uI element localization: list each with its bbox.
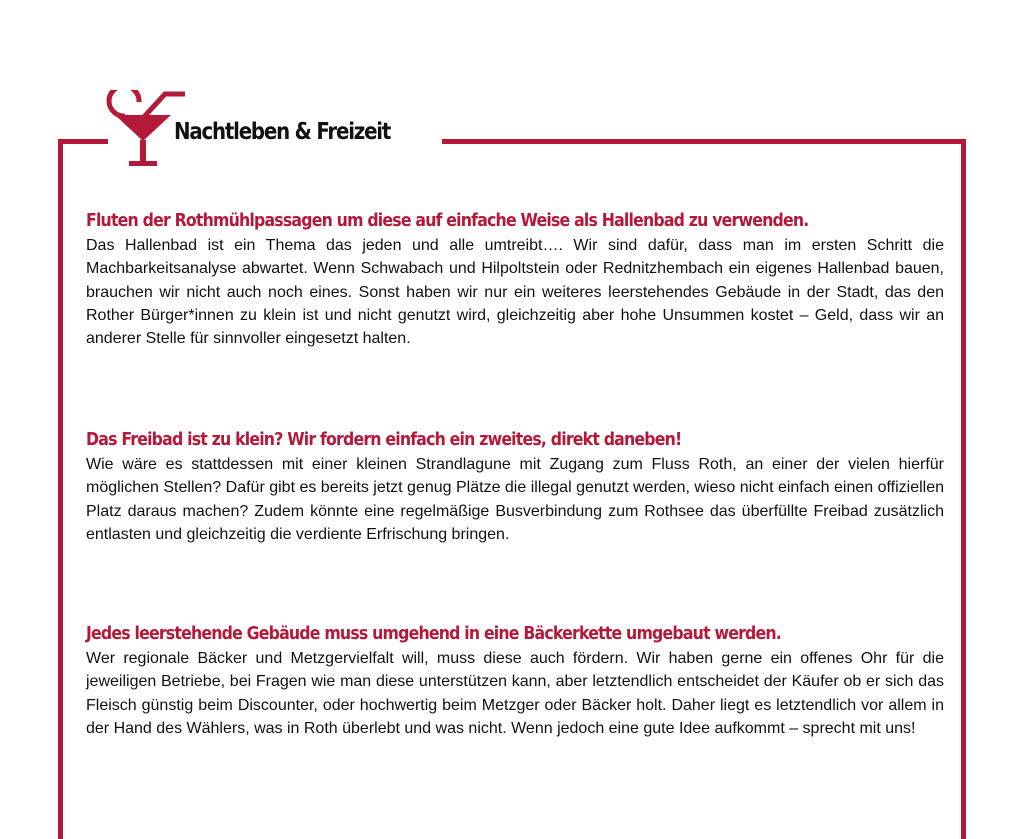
block-body: Wie wäre es stattdessen mit einer kleinen Strandlagune mit Zugang zum Fluss Roth, an einer der vielen hierfür möglichen Stellen? Dafür gibt es bereits jetzt genug Plätze die illegal genutzt werden, wieso nicht einfach einen offiziellen Platz daraus machen? Zudem könnte eine regelmäßige Busverbindung zum Rothsee das überfüllte Freibad zusätzlich entlasten und gleichzeitig die verdiente Erfrischung bringen. xyxy=(86,456,944,543)
text-block xyxy=(86,430,944,546)
text-block xyxy=(86,624,944,740)
block-heading: Fluten der Rothmühlpassagen um diese auf einfache Weise als Hallenbad zu verwenden. xyxy=(86,211,809,231)
section-title: Nachtleben & Freizeit xyxy=(174,119,391,145)
cocktail-glass-icon xyxy=(103,90,185,170)
block-heading: Jedes leerstehende Gebäude muss umgehend in eine Bäckerkette umgebaut werden. xyxy=(86,624,781,644)
block-body: Das Hallenbad ist ein Thema das jeden und alle umtreibt…. Wir sind dafür, dass man im ersten Schritt die Machbarkeitsanalyse abwartet. Wenn Schwabach und Hilpoltstein oder Rednitzhembach ein eigenes Hallenbad bauen, brauchen wir nicht auch noch eines. Sonst haben wir nur ein weiteres leerstehendes Gebäude in der Stadt, das den Rother Bürger*innen zu klein ist und nicht genutzt wird, gleichzeitig aber hohe Unsummen kostet – Geld, dass wir an anderer Stelle für sinnvoller eingesetzt halten. xyxy=(86,237,944,348)
text-block xyxy=(86,211,944,350)
block-body: Wer regionale Bäcker und Metzgervielfalt will, muss diese auch fördern. Wir haben gerne ein offenes Ohr für die jeweiligen Betriebe, bei Fragen wie man diese unterstützen kann, aber letztendlich entscheidet der Käufer ob er sich das Fleisch günstig beim Discounter, oder hochwertig beim Metzger oder Bäcker holt. Daher liegt es letztendlich vor allem in der Hand des Wählers, was in Roth überlebt und was nicht. Wenn jedoch eine gute Idee aufkommt – sprecht mit uns! xyxy=(86,650,944,737)
block-heading: Das Freibad ist zu klein? Wir fordern einfach ein zweites, direkt daneben! xyxy=(86,430,682,450)
